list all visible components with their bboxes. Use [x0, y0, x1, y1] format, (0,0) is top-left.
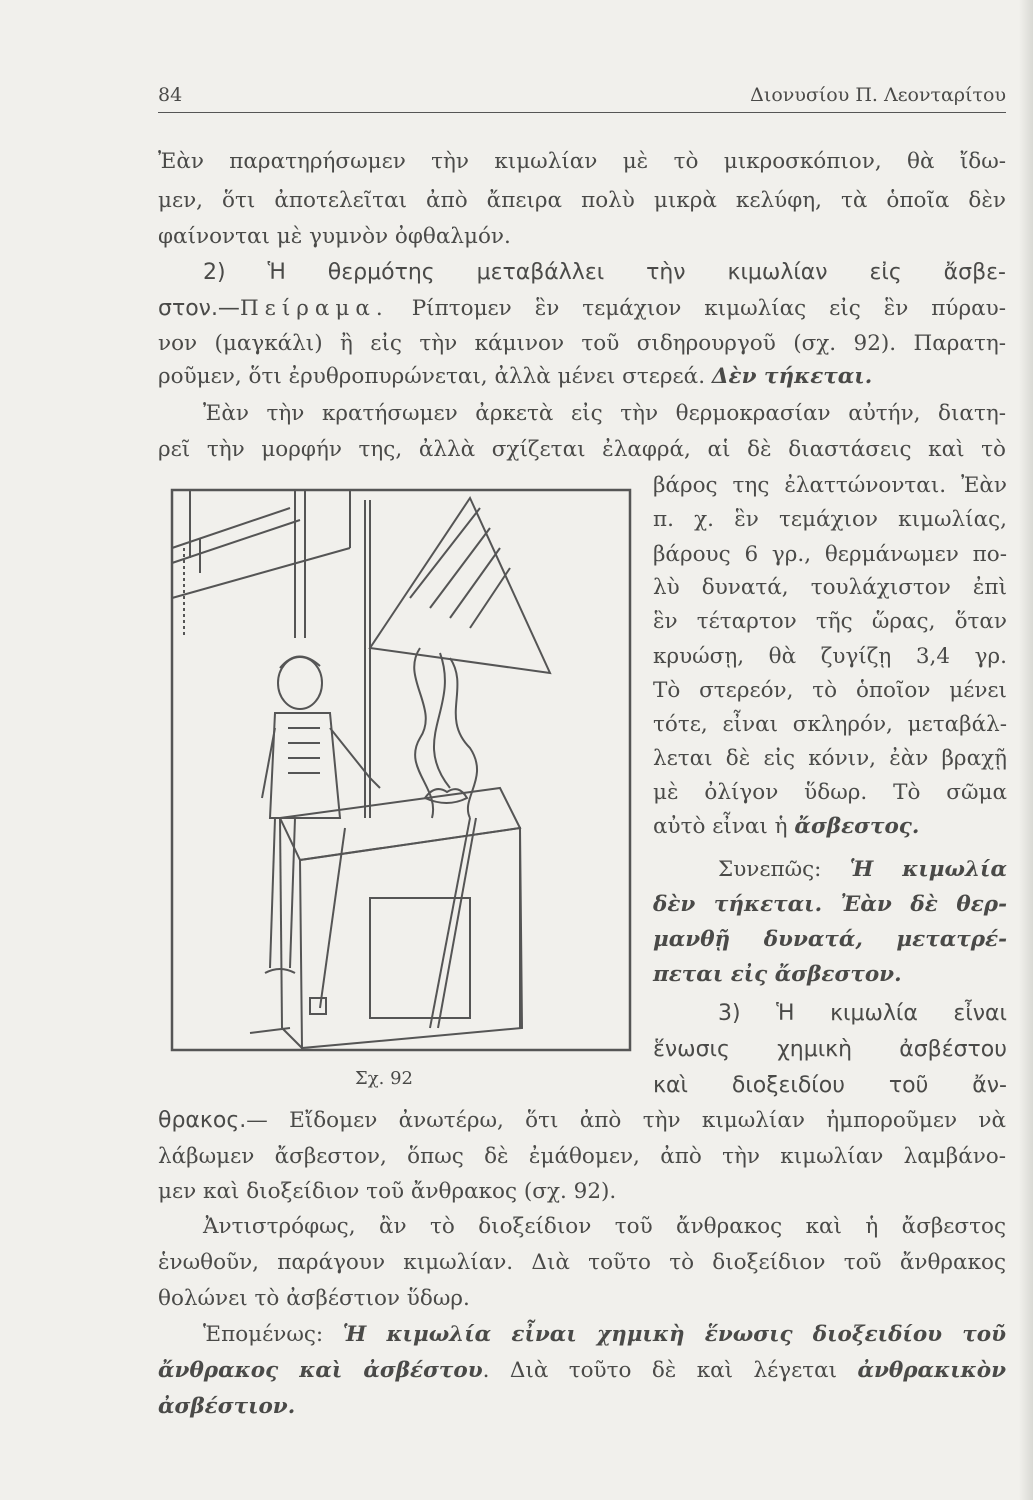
- text-span: Ἑπομένως:: [203, 1322, 343, 1347]
- emphasis-text: Δὲν τήκεται.: [711, 364, 873, 389]
- side-text-line: Τὸ στερεόν, τὸ ὁποῖον μένει: [653, 678, 1007, 703]
- text-line: [158, 1104, 1006, 1138]
- emphasis-text: ἀνθρακικὸν: [857, 1358, 1006, 1383]
- text-line: μεν καὶ διοξείδιον τοῦ ἄνθρακος (σχ. 92).: [158, 1179, 617, 1204]
- emphasis-text: Ἡ κιμωλία εἶναι χημικὴ ἕνωσις διοξειδίου τοῦ: [342, 1322, 1006, 1347]
- side-text-line: λὺ δυνατά, τουλάχιστον ἐπὶ: [653, 575, 1007, 600]
- conclusion-line: πεται εἰς ἄσβεστον.: [653, 962, 902, 987]
- heading-continuation: στον.—: [158, 296, 240, 321]
- text-line: [158, 292, 1006, 326]
- side-text-line: βάρους 6 γρ., θερμάνωμεν πο-: [653, 542, 1007, 567]
- text-span: Συνεπῶς:: [718, 857, 850, 882]
- text-line: Ἀντιστρόφως, ἂν τὸ διοξείδιον τοῦ ἄνθρακος καὶ ἡ ἄσβεστος: [203, 1214, 1006, 1239]
- heading-continuation: θρακος.: [158, 1108, 247, 1133]
- side-text-line: βάρος της ἐλαττώνονται. Ἐὰν: [653, 473, 1007, 498]
- side-text-line: μὲ ὀλίγον ὕδωρ. Τὸ σῶμα: [653, 780, 1007, 805]
- text-line: ἀσβέστιον.: [158, 1394, 296, 1419]
- text-span: ροῦμεν, ὅτι ἐρυθροπυρώνεται, ἀλλὰ μένει στερεά.: [158, 364, 712, 389]
- section-heading-3: καὶ διοξειδίου τοῦ ἄν-: [653, 1073, 1007, 1098]
- text-line: μεν, ὅτι ἀποτελεῖται ἀπὸ ἄπειρα πολὺ μικρὰ κελύφη, τὰ ὁποῖα δὲν: [158, 188, 1006, 213]
- side-text-line: κρυώσῃ, θὰ ζυγίζῃ 3,4 γρ.: [653, 644, 1007, 669]
- emphasis-text: ἄσβεστος.: [794, 814, 920, 839]
- text-line: θολώνει τὸ ἀσβέστιον ὕδωρ.: [158, 1286, 470, 1311]
- text-span: Ρίπτομεν ἓν τεμάχιον κιμωλίας εἰς ἓν πύραυ-: [388, 296, 1006, 321]
- text-line: ἑνωθοῦν, παράγουν κιμωλίαν. Διὰ τοῦτο τὸ διοξείδιον τοῦ ἄνθρακος: [158, 1250, 1006, 1275]
- emphasis-text: ἄνθρακος καὶ ἀσβέστου: [158, 1358, 483, 1383]
- text-line: Ἐὰν παρατηρήσωμεν τὴν κιμωλίαν μὲ τὸ μικροσκόπιον, θὰ ἴδω-: [158, 149, 1006, 174]
- side-text-line: π. χ. ἓν τεμάχιον κιμωλίας,: [653, 507, 1007, 532]
- side-text-line: λεται δὲ εἰς κόνιν, ἐὰν βραχῇ: [653, 746, 1007, 771]
- text-line: νον (μαγκάλι) ἢ εἰς τὴν κάμινον τοῦ σιδηρουργοῦ (σχ. 92). Παρατη-: [158, 331, 1006, 356]
- figure-caption: Σχ. 92: [355, 1068, 413, 1089]
- side-text-line: [653, 810, 1007, 844]
- emphasis-text: Ἡ κιμωλία: [849, 857, 1007, 882]
- header-rule: [158, 112, 1006, 113]
- text-line: [158, 1354, 1006, 1388]
- section-heading-3: 3) Ἡ κιμωλία εἶναι: [718, 1001, 1007, 1026]
- conclusion-line: δὲν τήκεται. Ἐὰν δὲ θερ-: [653, 892, 1007, 917]
- running-author: Διονυσίου Π. Λεονταρίτου: [750, 84, 1006, 106]
- figure-92-illustration: [170, 488, 634, 1054]
- running-header: [158, 84, 1006, 114]
- text-line: ρεῖ τὴν μορφήν της, ἀλλὰ σχίζεται ἐλαφρά, αἱ δὲ διαστάσεις καὶ τὸ: [158, 437, 1006, 462]
- side-text-line: τότε, εἶναι σκληρόν, μεταβάλ-: [653, 712, 1007, 737]
- text-line: λάβωμεν ἄσβεστον, ὅπως δὲ ἐμάθομεν, ἀπὸ τὴν κιμωλίαν λαμβάνο-: [158, 1144, 1006, 1169]
- text-line: φαίνονται μὲ γυμνὸν ὀφθαλμόν.: [158, 224, 511, 249]
- text-line: [158, 360, 872, 394]
- page-fold-shadow: [1019, 0, 1033, 1500]
- text-span: αὐτὸ εἶναι ἡ: [653, 814, 795, 839]
- section-heading-2: 2) Ἡ θερμότης μεταβάλλει τὴν κιμωλίαν εἰς ἄσβε-: [203, 260, 1006, 285]
- experiment-label: Πείραμα.: [239, 296, 389, 321]
- side-text-line: [718, 853, 1007, 887]
- conclusion-line: μανθῇ δυνατά, μετατρέ-: [653, 927, 1007, 952]
- side-text-line: ἓν τέταρτον τῆς ὥρας, ὅταν: [653, 609, 1007, 634]
- section-heading-3: ἕνωσις χημικὴ ἀσβέστου: [653, 1037, 1007, 1062]
- text-span: — Εἴδομεν ἀνωτέρω, ὅτι ἀπὸ τὴν κιμωλίαν ἠμποροῦμεν νὰ: [246, 1108, 1006, 1133]
- text-line: Ἐὰν τὴν κρατήσωμεν ἀρκετὰ εἰς τὴν θερμοκρασίαν αὐτήν, διατη-: [203, 401, 1006, 426]
- text-line: [203, 1318, 1006, 1352]
- page-number: 84: [158, 84, 183, 106]
- text-span: . Διὰ τοῦτο δὲ καὶ λέγεται: [482, 1358, 858, 1383]
